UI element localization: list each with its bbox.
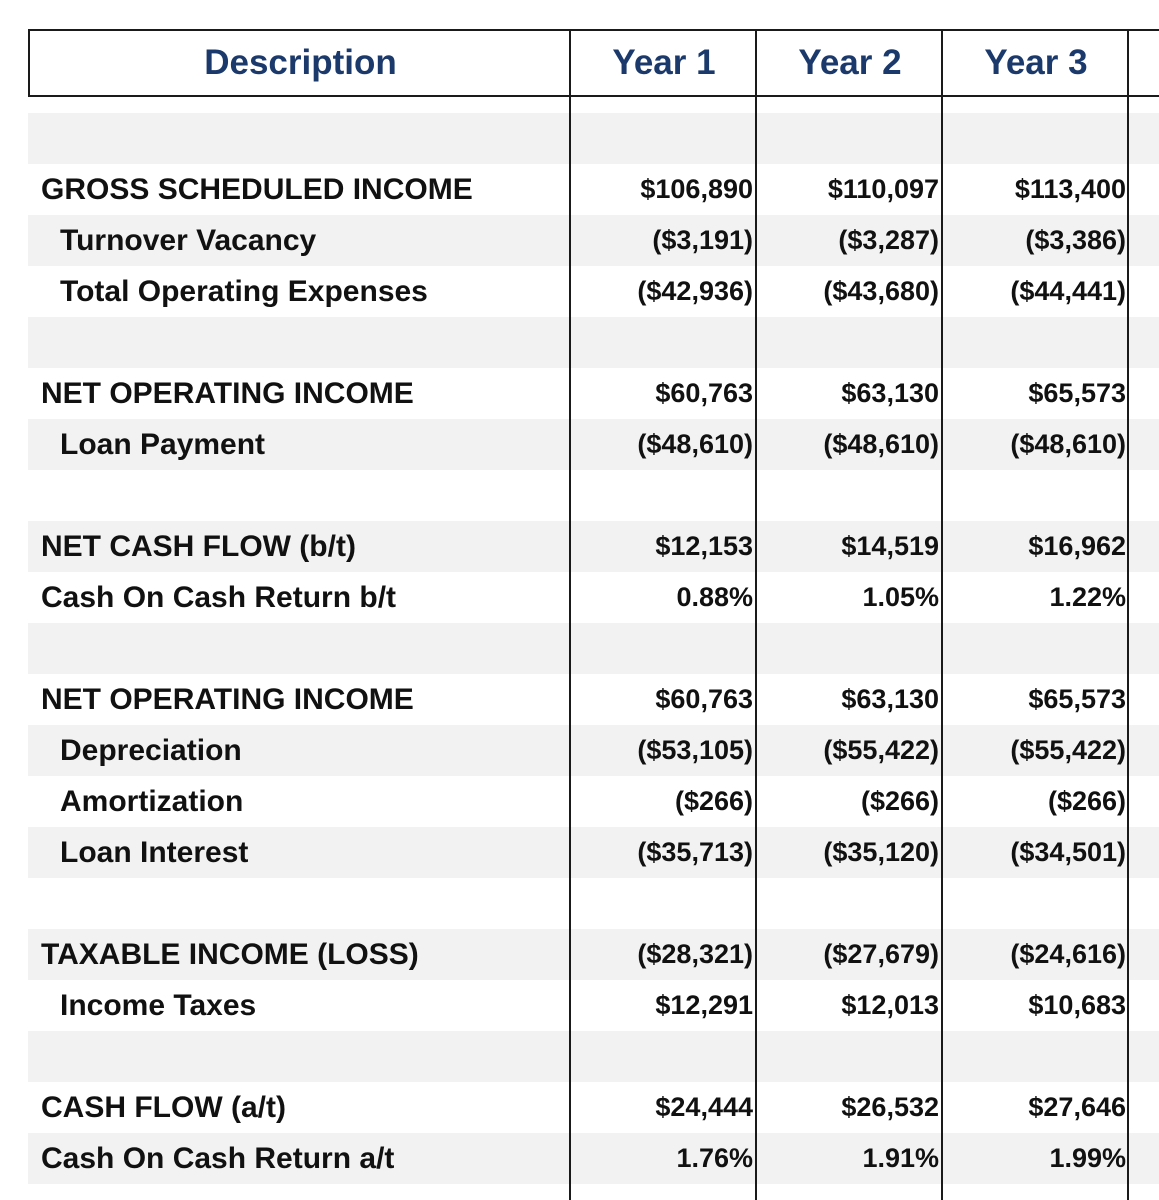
year-1-value: ($48,610) xyxy=(637,429,753,459)
year-3-value: 1.99% xyxy=(1049,1143,1126,1173)
year-3-value: 1.22% xyxy=(1049,582,1126,612)
year-3-value: ($266) xyxy=(1047,786,1126,816)
year-1-value: $24,444 xyxy=(655,1092,753,1122)
table-row xyxy=(28,368,1159,419)
row-label: Loan Interest xyxy=(60,835,249,869)
year-2-value: ($27,679) xyxy=(823,939,939,969)
year-2-value: 1.91% xyxy=(862,1143,939,1173)
table-row xyxy=(28,572,1159,623)
spacer-row xyxy=(28,1184,1159,1200)
row-label: Cash On Cash Return a/t xyxy=(41,1141,395,1175)
table-row xyxy=(28,929,1159,980)
row-label: Turnover Vacancy xyxy=(60,223,317,257)
row-label: NET CASH FLOW (b/t) xyxy=(41,529,356,563)
year-1-value: $60,763 xyxy=(655,378,753,408)
year-2-value: ($48,610) xyxy=(823,429,939,459)
spacer-row xyxy=(28,878,1159,929)
spacer-row xyxy=(28,113,1159,164)
year-3-value: ($24,616) xyxy=(1010,939,1126,969)
row-label: TAXABLE INCOME (LOSS) xyxy=(41,937,419,971)
header-year-1: Year 1 xyxy=(612,43,716,82)
row-label: CASH FLOW (a/t) xyxy=(41,1090,286,1124)
row-label: Total Operating Expenses xyxy=(60,274,428,308)
column-divider xyxy=(569,29,571,1200)
year-1-value: ($266) xyxy=(674,786,753,816)
year-2-value: ($55,422) xyxy=(823,735,939,765)
year-1-value: $12,153 xyxy=(655,531,753,561)
year-1-value: $12,291 xyxy=(655,990,753,1020)
year-2-value: $26,532 xyxy=(841,1092,939,1122)
header-description: Description xyxy=(204,43,397,82)
table-row xyxy=(28,827,1159,878)
year-2-value: $63,130 xyxy=(841,684,939,714)
table-row xyxy=(28,725,1159,776)
year-2-value: ($43,680) xyxy=(823,276,939,306)
spacer-row xyxy=(28,623,1159,674)
table-row xyxy=(28,521,1159,572)
year-2-value: ($3,287) xyxy=(838,225,939,255)
column-divider xyxy=(1127,29,1129,1200)
year-3-value: ($34,501) xyxy=(1010,837,1126,867)
table-row xyxy=(28,1133,1159,1184)
year-1-value: ($35,713) xyxy=(637,837,753,867)
spacer-row xyxy=(28,317,1159,368)
year-3-value: ($3,386) xyxy=(1025,225,1126,255)
row-label: GROSS SCHEDULED INCOME xyxy=(41,172,473,206)
year-1-value: $106,890 xyxy=(640,174,753,204)
row-label: Cash On Cash Return b/t xyxy=(41,580,397,614)
year-2-value: ($266) xyxy=(860,786,939,816)
row-label: NET OPERATING INCOME xyxy=(41,682,414,716)
year-3-value: ($48,610) xyxy=(1010,429,1126,459)
year-2-value: $12,013 xyxy=(841,990,939,1020)
table-row xyxy=(28,266,1159,317)
year-1-value: ($53,105) xyxy=(637,735,753,765)
year-2-value: $14,519 xyxy=(841,531,939,561)
row-label: NET OPERATING INCOME xyxy=(41,376,414,410)
year-1-value: ($42,936) xyxy=(637,276,753,306)
table-row xyxy=(28,776,1159,827)
header-year-2: Year 2 xyxy=(798,43,902,82)
year-2-value: $63,130 xyxy=(841,378,939,408)
row-label: Income Taxes xyxy=(60,988,257,1022)
column-divider xyxy=(941,29,943,1200)
table-row xyxy=(28,419,1159,470)
table-row xyxy=(28,674,1159,725)
column-divider xyxy=(755,29,757,1200)
year-2-value: $110,097 xyxy=(827,174,939,204)
year-1-value: 0.88% xyxy=(676,582,753,612)
year-2-value: 1.05% xyxy=(862,582,939,612)
year-3-value: $16,962 xyxy=(1028,531,1126,561)
table-row xyxy=(28,164,1159,215)
year-3-value: $65,573 xyxy=(1028,378,1126,408)
row-label: Depreciation xyxy=(60,733,242,767)
row-label: Amortization xyxy=(60,784,244,818)
year-3-value: $113,400 xyxy=(1014,174,1126,204)
table-row xyxy=(28,1082,1159,1133)
year-1-value: $60,763 xyxy=(655,684,753,714)
year-1-value: 1.76% xyxy=(676,1143,753,1173)
table-row xyxy=(28,215,1159,266)
year-3-value: ($44,441) xyxy=(1010,276,1126,306)
year-3-value: $65,573 xyxy=(1028,684,1126,714)
year-1-value: ($3,191) xyxy=(652,225,753,255)
spacer-row xyxy=(28,1031,1159,1082)
year-2-value: ($35,120) xyxy=(823,837,939,867)
year-1-value: ($28,321) xyxy=(637,939,753,969)
year-3-value: $10,683 xyxy=(1028,990,1126,1020)
table-row xyxy=(28,980,1159,1031)
header-year-3: Year 3 xyxy=(984,43,1088,82)
row-label: Loan Payment xyxy=(60,427,266,461)
year-3-value: $27,646 xyxy=(1028,1092,1126,1122)
year-3-value: ($55,422) xyxy=(1010,735,1126,765)
spacer-row xyxy=(28,470,1159,521)
